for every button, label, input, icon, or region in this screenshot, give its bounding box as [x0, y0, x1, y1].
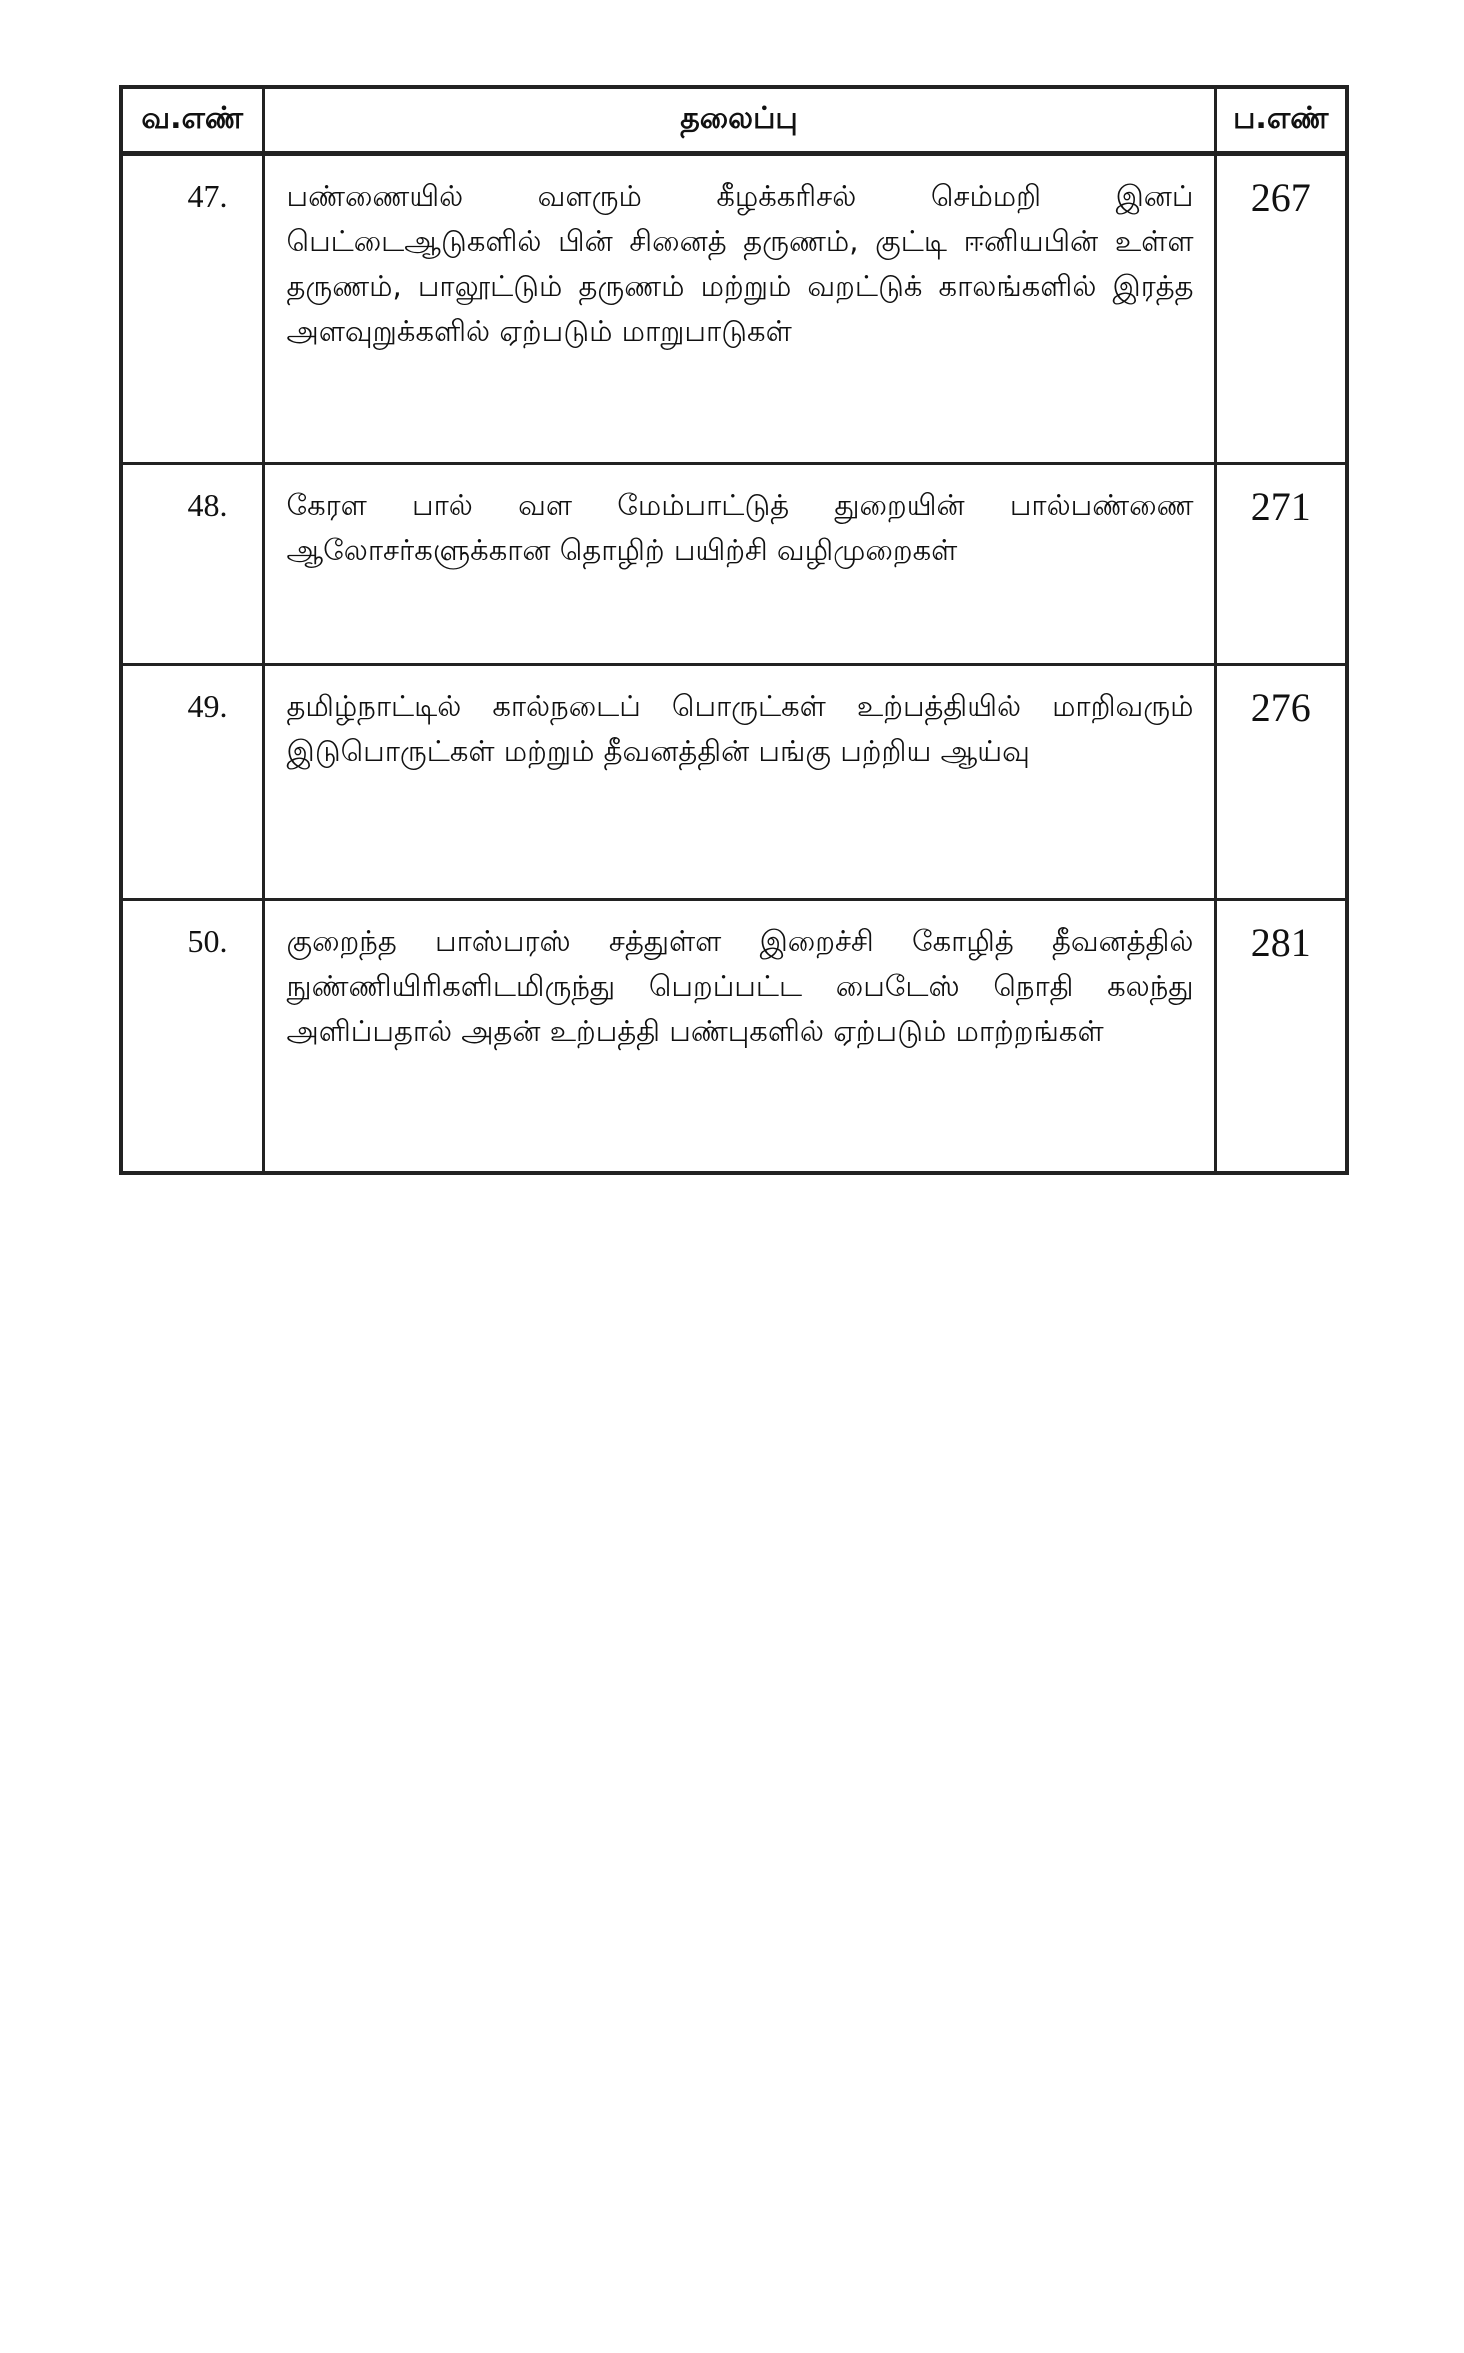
article-title: தமிழ்நாட்டில் கால்நடைப் பொருட்கள் உற்பத்தியில் மாறிவரும் இடுபொருட்கள் மற்றும் தீவனத்தின் பங்கு பற்றிய ஆய்வு: [263, 665, 1215, 900]
serial-number: 49.: [121, 665, 263, 900]
page-number: 276: [1215, 665, 1347, 900]
table-row: [121, 665, 1347, 900]
page-number-header: ப.எண்: [1215, 87, 1347, 154]
title-header: தலைப்பு: [263, 87, 1215, 154]
contents-table: [119, 85, 1349, 1175]
table-row: [121, 900, 1347, 1174]
header-row: [121, 87, 1347, 154]
article-title: குறைந்த பாஸ்பரஸ் சத்துள்ள இறைச்சி கோழித் தீவனத்தில் நுண்ணியிரிகளிடமிருந்து பெறப்பட்ட பைடேஸ் நொதி கலந்து அளிப்பதால் அதன் உற்பத்தி பண்புகளில் ஏற்படும் மாற்றங்கள்: [263, 900, 1215, 1174]
serial-number: 47.: [121, 154, 263, 464]
table-row: [121, 464, 1347, 665]
page-number: 281: [1215, 900, 1347, 1174]
page-number: 267: [1215, 154, 1347, 464]
page-number: 271: [1215, 464, 1347, 665]
serial-number-header: வ.எண்: [121, 87, 263, 154]
article-title: கேரள பால் வள மேம்பாட்டுத் துறையின் பால்பண்ணை ஆலோசர்களுக்கான தொழிற் பயிற்சி வழிமுறைகள்: [263, 464, 1215, 665]
serial-number: 50.: [121, 900, 263, 1174]
serial-number: 48.: [121, 464, 263, 665]
article-title: பண்ணையில் வளரும் கீழக்கரிசல் செம்மறி இனப் பெட்டைஆடுகளில் பின் சினைத் தருணம், குட்டி ஈனியபின் உள்ள தருணம், பாலூட்டும் தருணம் மற்றும் வறட்டுக் காலங்களில் இரத்த அளவுறுக்களில் ஏற்படும் மாறுபாடுகள்: [263, 154, 1215, 464]
table-row: [121, 154, 1347, 464]
